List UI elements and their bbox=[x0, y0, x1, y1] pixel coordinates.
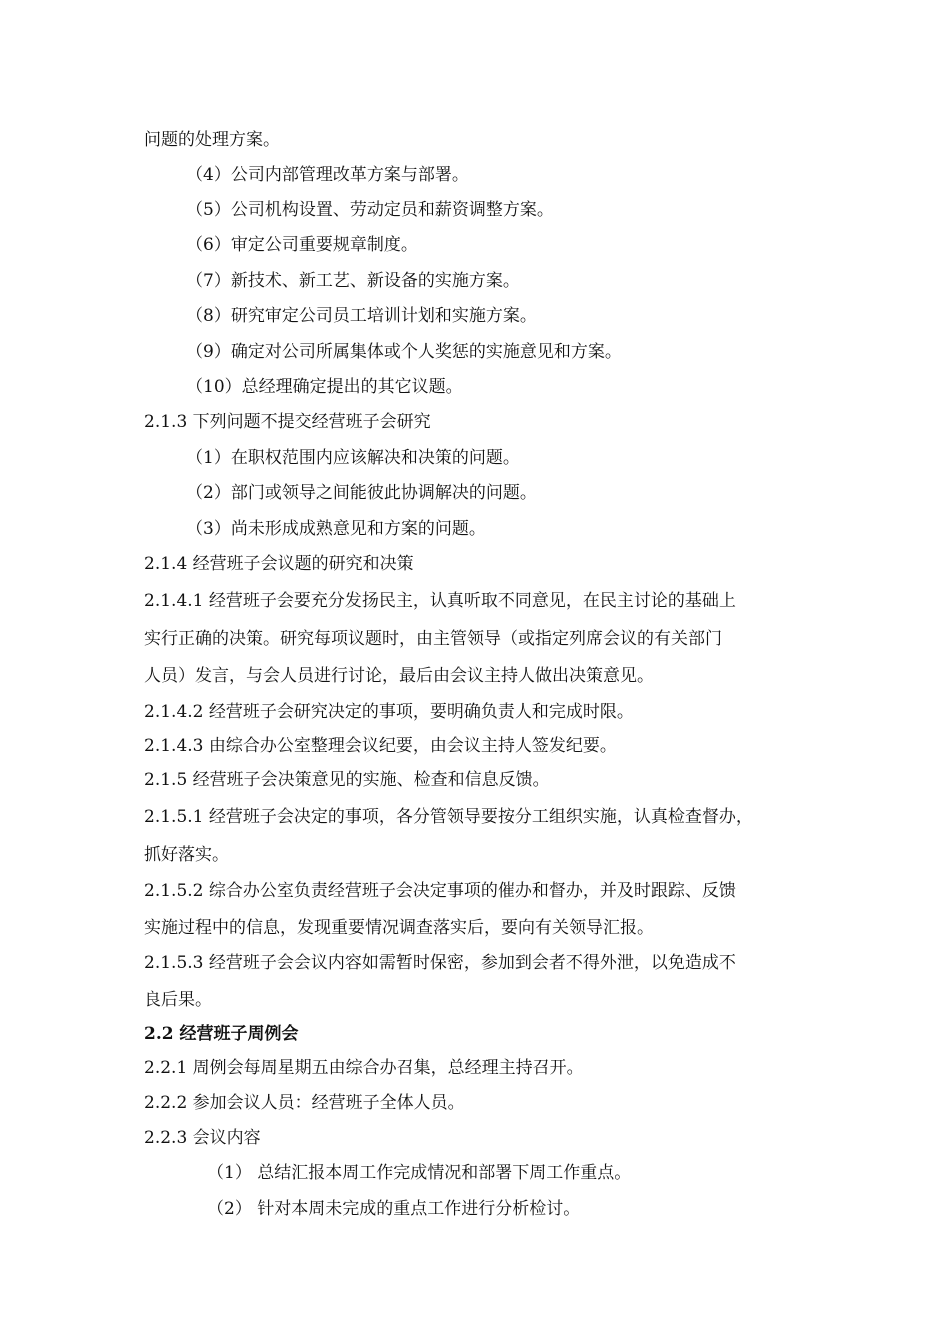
list-item: （3）尚未形成成熟意见和方案的问题。 bbox=[186, 519, 486, 539]
paragraph-line: 实行正确的决策。研究每项议题时，由主管领导（或指定列席会议的有关部门 bbox=[144, 629, 722, 649]
list-item: （1）在职权范围内应该解决和决策的问题。 bbox=[186, 448, 520, 468]
list-item: （2） 针对本周未完成的重点工作进行分析检讨。 bbox=[207, 1199, 581, 1219]
paragraph-line: 2.1.5.3 经营班子会会议内容如需暂时保密，参加到会者不得外泄，以免造成不 bbox=[144, 953, 736, 973]
paragraph-line: 2.2.1 周例会每周星期五由综合办召集，总经理主持召开。 bbox=[144, 1058, 584, 1078]
section-heading: 2.1.3 下列问题不提交经营班子会研究 bbox=[144, 412, 431, 432]
section-heading: 2.1.4 经营班子会议题的研究和决策 bbox=[144, 554, 414, 574]
list-item: （4）公司内部管理改革方案与部署。 bbox=[186, 165, 469, 185]
list-item: （7）新技术、新工艺、新设备的实施方案。 bbox=[186, 271, 520, 291]
paragraph-line: 良后果。 bbox=[144, 990, 212, 1010]
paragraph-line: 实施过程中的信息，发现重要情况调查落实后，要向有关领导汇报。 bbox=[144, 918, 654, 938]
paragraph-line: 2.1.4.3 由综合办公室整理会议纪要，由会议主持人签发纪要。 bbox=[144, 736, 617, 756]
list-item: （2）部门或领导之间能彼此协调解决的问题。 bbox=[186, 483, 537, 503]
list-item: （8）研究审定公司员工培训计划和实施方案。 bbox=[186, 306, 537, 326]
section-heading: 2.1.5 经营班子会决策意见的实施、检查和信息反馈。 bbox=[144, 770, 550, 790]
list-item: （10）总经理确定提出的其它议题。 bbox=[186, 377, 463, 397]
list-item: （5）公司机构设置、劳动定员和薪资调整方案。 bbox=[186, 200, 554, 220]
paragraph-line: 人员）发言，与会人员进行讨论，最后由会议主持人做出决策意见。 bbox=[144, 666, 654, 686]
paragraph-line: 2.1.4.2 经营班子会研究决定的事项，要明确负责人和完成时限。 bbox=[144, 702, 634, 722]
list-item: （1） 总结汇报本周工作完成情况和部署下周工作重点。 bbox=[207, 1163, 632, 1183]
list-item: （6）审定公司重要规章制度。 bbox=[186, 235, 418, 255]
chapter-heading: 2.2 经营班子周例会 bbox=[144, 1024, 299, 1044]
section-heading: 2.2.3 会议内容 bbox=[144, 1128, 261, 1148]
paragraph-line: 问题的处理方案。 bbox=[144, 130, 280, 150]
paragraph-line: 2.1.5.2 综合办公室负责经营班子会决定事项的催办和督办，并及时跟踪、反馈 bbox=[144, 881, 736, 901]
paragraph-line: 2.1.5.1 经营班子会决定的事项，各分管领导要按分工组织实施，认真检查督办， bbox=[144, 807, 753, 827]
paragraph-line: 2.1.4.1 经营班子会要充分发扬民主，认真听取不同意见，在民主讨论的基础上 bbox=[144, 591, 736, 611]
paragraph-line: 抓好落实。 bbox=[144, 845, 229, 865]
list-item: （9）确定对公司所属集体或个人奖惩的实施意见和方案。 bbox=[186, 342, 622, 362]
paragraph-line: 2.2.2 参加会议人员：经营班子全体人员。 bbox=[144, 1093, 465, 1113]
